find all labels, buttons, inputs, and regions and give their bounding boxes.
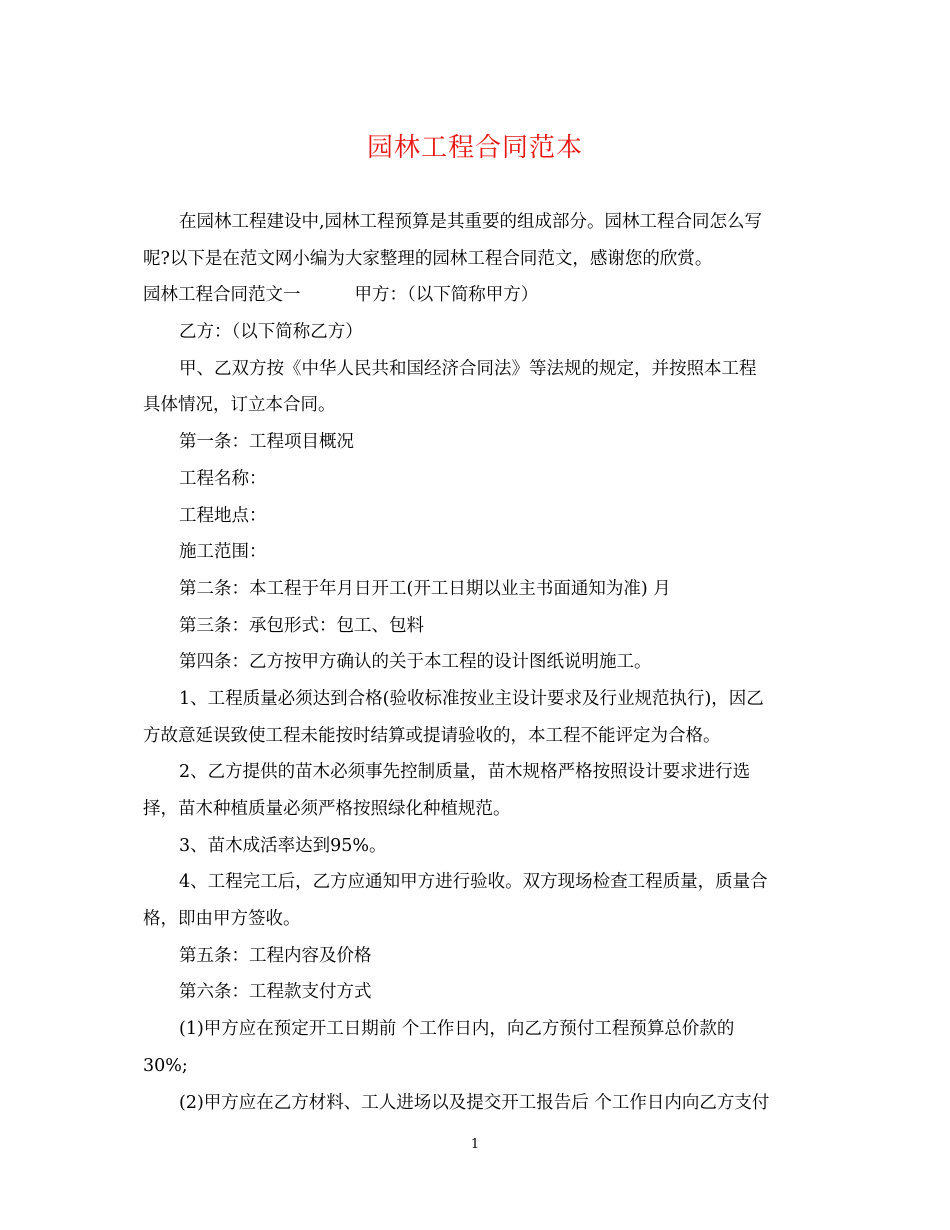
clause-heading: 第六条：工程款支付方式 bbox=[179, 982, 372, 1003]
paragraph-line bbox=[143, 718, 807, 755]
paragraph-line bbox=[143, 571, 807, 608]
paragraph-line bbox=[143, 828, 807, 865]
field-label: 施工范围： bbox=[179, 542, 267, 563]
paragraph-line bbox=[143, 754, 807, 791]
paragraph-line bbox=[143, 461, 807, 498]
paragraph-line bbox=[143, 424, 807, 461]
document-title: 园林工程合同范本 bbox=[366, 133, 583, 163]
line-text: 1、工程质量必须达到合格(验收标准按业主设计要求及行业规范执行)，因乙 bbox=[179, 688, 764, 709]
paragraph-line bbox=[143, 241, 807, 278]
clause-heading: 第三条：承包形式：包工、包料 bbox=[179, 615, 424, 636]
page-number: 1 bbox=[470, 1137, 480, 1152]
party-a-label: 甲方：（以下简称甲方） bbox=[354, 285, 539, 306]
line-text: 在园林工程建设中,园林工程预算是其重要的组成部分。园林工程合同怎么写 bbox=[179, 212, 763, 232]
clause-heading: 第一条：工程项目概况 bbox=[179, 432, 354, 453]
line-text: 呢?以下是在范文网小编为大家整理的园林工程合同范文，感谢您的欣赏。 bbox=[143, 248, 713, 269]
paragraph-line bbox=[143, 608, 807, 645]
paragraph-line bbox=[143, 387, 807, 424]
line-text: 3、苗木成活率达到95%。 bbox=[179, 835, 387, 856]
paragraph-line bbox=[143, 351, 807, 388]
line-text: 方故意延误致使工程未能按时结算或提请验收的，本工程不能评定为合格。 bbox=[143, 725, 721, 746]
paragraph-line bbox=[143, 498, 807, 535]
document-body bbox=[143, 204, 807, 1121]
line-text: 30%; bbox=[143, 1055, 188, 1076]
line-text: 甲、乙双方按《中华人民共和国经济合同法》等法规的规定，并按照本工程 bbox=[179, 358, 757, 379]
paragraph-line bbox=[143, 864, 807, 901]
clause-heading: 第二条：本工程于年月日开工(开工日期以业主书面通知为准) 月 bbox=[179, 578, 671, 599]
line-text: 格，即由甲方签收。 bbox=[143, 909, 301, 930]
paragraph-line bbox=[143, 681, 807, 718]
paragraph-line bbox=[143, 277, 807, 314]
line-text: 择，苗木种植质量必须严格按照绿化种植规范。 bbox=[143, 799, 511, 819]
field-label: 工程地点： bbox=[179, 505, 267, 526]
paragraph-line bbox=[143, 1048, 807, 1085]
paragraph-line bbox=[143, 1011, 807, 1048]
paragraph-line bbox=[143, 314, 807, 351]
paragraph-line bbox=[143, 534, 807, 571]
paragraph-line bbox=[143, 204, 807, 241]
line-text: (1)甲方应在预定开工日期前 个工作日内，向乙方预付工程预算总价款的 bbox=[179, 1019, 735, 1040]
paragraph-line bbox=[143, 974, 807, 1011]
line-text: 具体情况，订立本合同。 bbox=[143, 395, 336, 416]
paragraph-line bbox=[143, 644, 807, 681]
paragraph-line bbox=[143, 1085, 807, 1122]
clause-heading: 第四条：乙方按甲方确认的关于本工程的设计图纸说明施工。 bbox=[179, 652, 652, 673]
section-heading: 园林工程合同范文一 bbox=[143, 285, 301, 306]
paragraph-line bbox=[143, 938, 807, 975]
paragraph-line bbox=[143, 791, 807, 828]
line-text: 4、工程完工后，乙方应通知甲方进行验收。双方现场检查工程质量，质量合 bbox=[179, 872, 768, 893]
paragraph-line bbox=[143, 901, 807, 938]
line-text: 2、乙方提供的苗木必须事先控制质量，苗木规格严格按照设计要求进行选 bbox=[179, 762, 751, 783]
field-label: 工程名称： bbox=[179, 468, 267, 489]
party-b-label: 乙方：（以下简称乙方） bbox=[179, 322, 363, 343]
clause-heading: 第五条：工程内容及价格 bbox=[179, 945, 372, 966]
line-text: (2)甲方应在乙方材料、工人进场以及提交开工报告后 个工作日内向乙方支付 bbox=[179, 1092, 770, 1113]
